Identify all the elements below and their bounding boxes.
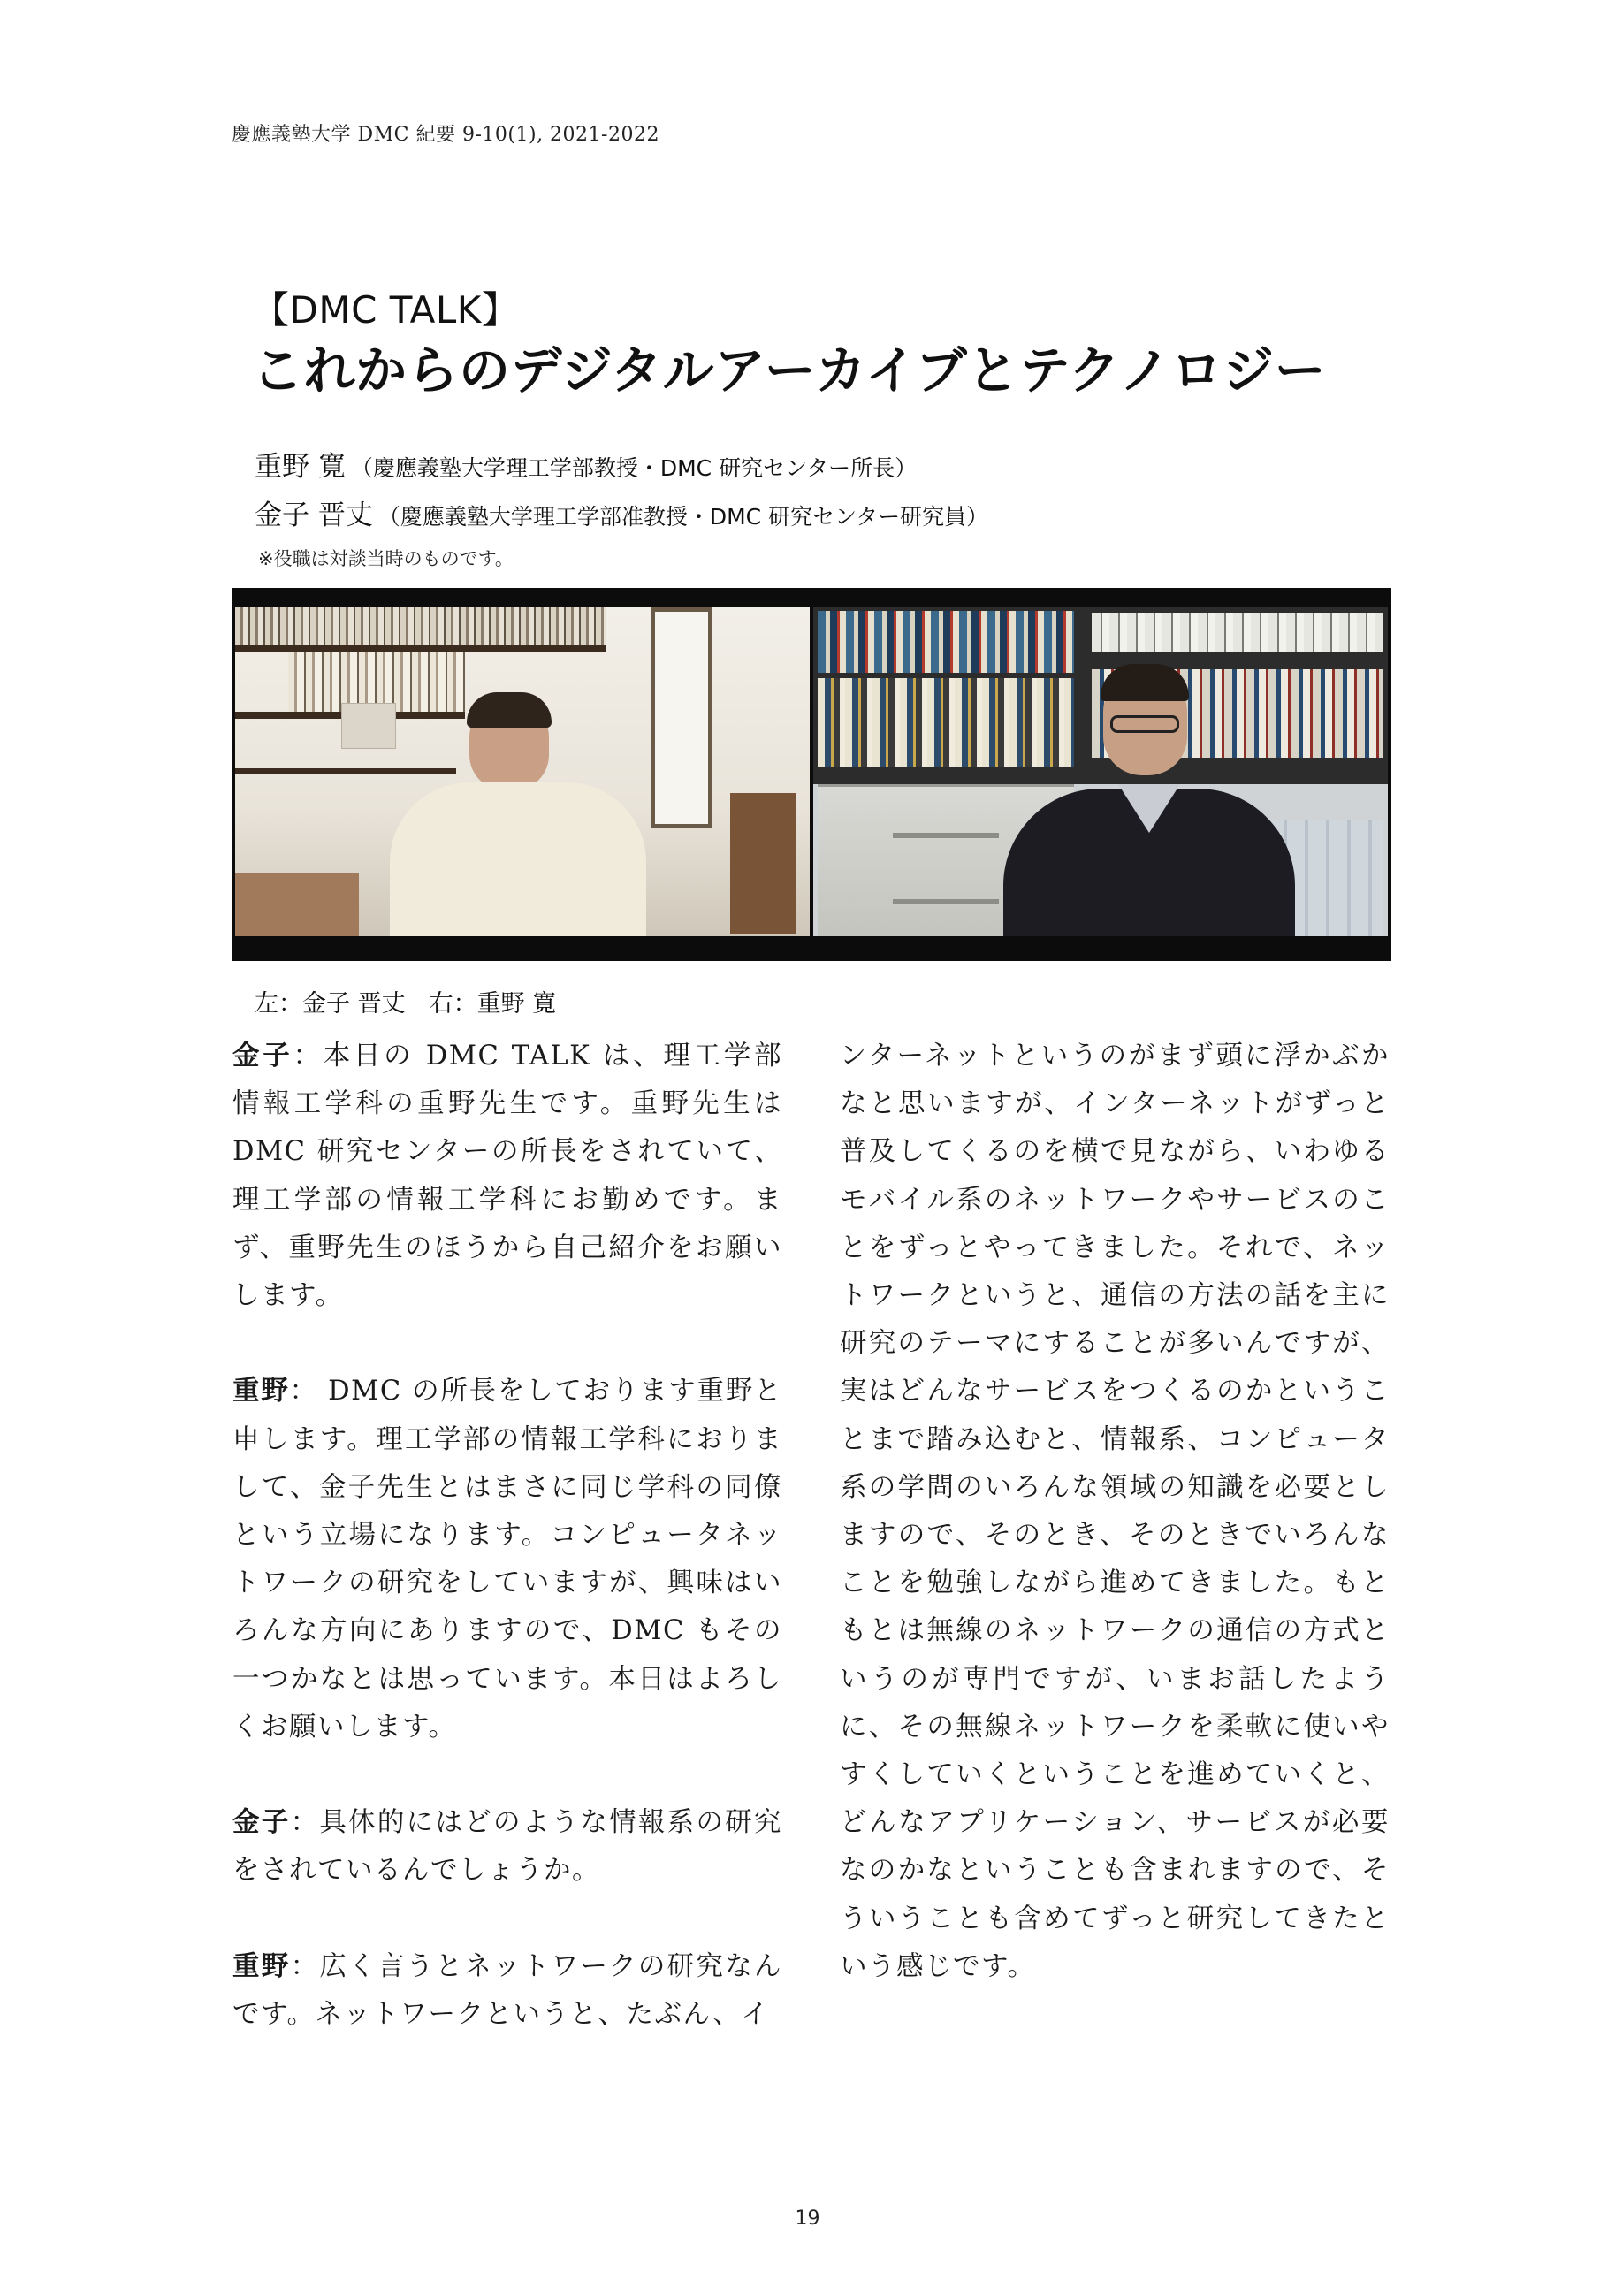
speaker-separator: ： [290, 1950, 320, 1982]
right-column [840, 1033, 1390, 2039]
author-line [255, 492, 988, 532]
speaker-separator: ： [290, 1807, 320, 1839]
photo-person-left-hair [467, 692, 552, 728]
dialogue-paragraph [232, 1799, 782, 1895]
speaker-label: 重野 [232, 1376, 290, 1407]
dialogue-paragraph [840, 1033, 1390, 1991]
speaker-label: 金子 [232, 1041, 293, 1072]
author-affiliation: （慶應義塾大学理工学部准教授・DMC 研究センター研究員） [377, 504, 989, 530]
position-note: ※役職は対談当時のものです。 [258, 548, 514, 569]
speaker-label: 重野 [232, 1950, 291, 1982]
photo-books [818, 678, 1074, 767]
dialogue-text: 具体的にはどのような情報系の研究をされているんでしょうか。 [232, 1807, 783, 1887]
photo-cabinet-handle [893, 833, 999, 838]
photo-wall-panel [341, 703, 396, 749]
photo-person-right-glasses [1110, 715, 1179, 733]
video-call-photo [232, 588, 1391, 961]
speaker-label: 金子 [232, 1807, 291, 1839]
dialogue-text: 本日の DMC TALK は、理工学部情報工学科の重野先生です。重野先生は DMC 研究センターの所長をされていて、理工学部の情報工学科にお勤めです。まず、重野先生のほうから自己紹介をお願いします。 [232, 1041, 783, 1312]
photo-shelf [235, 768, 456, 774]
photo-right-panel [813, 607, 1388, 936]
article-title: これからのデジタルアーカイブとテクノロジー [252, 340, 1327, 400]
dialogue-text: 広く言うとネットワークの研究なんです。ネットワークというと、たぶん、イ [232, 1950, 783, 2031]
photo-cabinet [730, 793, 796, 934]
photo-books [818, 611, 1074, 673]
author-name: 金子 晋丈 [255, 500, 373, 531]
photo-desk [235, 873, 359, 936]
page-number: 19 [795, 2208, 820, 2230]
speaker-separator: ： [293, 1041, 324, 1072]
dialogue-paragraph [232, 1033, 782, 1320]
author-name: 重野 寛 [255, 451, 346, 483]
photo-books [1092, 613, 1383, 652]
photo-caption: 左：金子 晋丈 右：重野 寛 [255, 990, 557, 1018]
photo-person-left-body [390, 782, 646, 936]
photo-left-panel [235, 607, 810, 936]
dialogue-text: ンターネットというのがまず頭に浮かぶかなと思いますが、インターネットがずっと普及してくるのを横で見ながら、いわゆるモバイル系のネットワークやサービスのことをずっとやってきました。それで、ネットワークというと、通信の方法の話を主に研究のテーマにすることが多いんですが、実はどんなサービスをつくるのかということまで踏み込むと、情報系、コンピュータ系の学問のいろんな領域の知識を必要としますので、そのとき、そのときでいろんなことを勉強しながら進めてきました。もともとは無線のネットワークの通信の方式というのが専門ですが、いまお話したように、その無線ネットワークを柔軟に使いやすくしていくということを進めていくと、どんなアプリケーション、サービスが必要なのかなということも含まれますので、そういうことも含めてずっと研究してきたという感じです。 [840, 1041, 1390, 1982]
author-affiliation: （慶應義塾大学理工学部教授・DMC 研究センター所長） [350, 455, 918, 481]
running-head: 慶應義塾大学 DMC 紀要 9-10(1), 2021-2022 [232, 124, 659, 146]
talk-series-label: 【DMC TALK】 [252, 288, 520, 332]
photo-cabinet-handle [893, 899, 999, 904]
dialogue-paragraph [232, 1943, 782, 2039]
left-column [232, 1033, 782, 2086]
speaker-separator: ： [289, 1376, 318, 1407]
dialogue-paragraph [232, 1368, 782, 1751]
dialogue-text: DMC の所長をしております重野と申します。理工学部の情報工学科におりまして、金子先生とはまさに同じ学科の同僚という立場になります。コンピュータネットワークの研究をしていますが、興味はいろんな方向にありますので、DMC もその一つかなとは思っています。本日はよろしくお願いします。 [232, 1376, 783, 1743]
photo-books [235, 607, 606, 645]
photo-shelf [235, 645, 606, 652]
author-line [255, 444, 917, 484]
photo-window [651, 607, 712, 828]
